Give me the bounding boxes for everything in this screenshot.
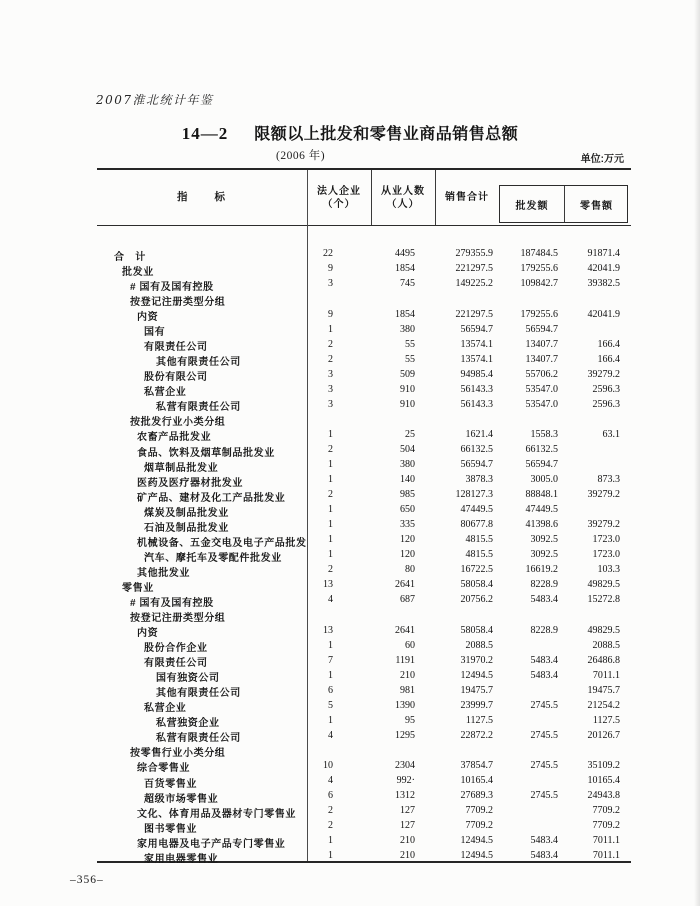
cell-legal-entities: 3 [328,398,333,410]
cell-retail: 26486.8 [587,654,620,666]
cell-employees: 509 [400,368,415,380]
cell-sales-total: 20756.2 [460,594,493,606]
row-indicator: 股份合作企业 [144,643,208,655]
cell-legal-entities: 4 [328,594,333,606]
cell-sales-total: 13574.1 [460,353,493,365]
page-title: 限额以上批发和零售业商品销售总额 [254,126,519,143]
table-row [97,654,631,669]
row-indicator: 私营独资企业 [156,718,220,730]
column-header-employees-line2: （人） [386,198,420,210]
cell-wholesale: 179255.6 [520,308,558,320]
cell-wholesale: 56594.7 [525,323,558,335]
table-row [97,338,631,353]
cell-employees: 650 [400,504,415,516]
column-header-legal-entities [307,170,371,225]
cell-employees: 1854 [395,308,415,320]
unit-label: 单位:万元 [580,154,624,165]
cell-retail: 19475.7 [587,684,620,696]
cell-legal-entities: 7 [328,654,333,666]
cell-sales-total: 58058.4 [460,579,493,591]
row-indicator: 超级市场零售业 [144,793,219,805]
cell-employees: 210 [400,835,415,847]
table-row [97,669,631,684]
cell-employees: 1312 [395,790,415,802]
cell-employees: 1390 [395,699,415,711]
table-row [97,293,631,308]
cell-employees: 127 [400,805,415,817]
cell-legal-entities: 9 [328,263,333,275]
page-edge-shadow [694,0,700,906]
row-indicator: 其他批发业 [137,567,190,579]
table-row [97,428,631,443]
table-row [97,247,631,262]
cell-sales-total: 2088.5 [465,639,493,651]
cell-retail: 35109.2 [587,759,620,771]
cell-sales-total: 22872.2 [460,729,493,741]
cell-sales-total: 56143.3 [460,398,493,410]
cell-sales-total: 94985.4 [460,368,493,380]
cell-wholesale: 66132.5 [525,444,558,455]
table-row [97,593,631,608]
cell-wholesale: 16619.2 [525,564,558,576]
cell-wholesale: 5483.4 [530,669,558,681]
table-row [97,759,631,774]
cell-wholesale: 8228.9 [530,579,558,591]
cell-retail: 1723.0 [592,549,620,561]
row-indicator: 股份有限公司 [144,372,208,384]
row-indicator: 按登记注册类型分组 [130,297,226,309]
cell-retail: 42041.9 [587,308,620,320]
cell-retail: 42041.9 [587,263,620,275]
cell-legal-entities: 1 [328,323,333,335]
row-indicator: 百货零售业 [144,778,197,790]
cell-employees: 910 [400,398,415,410]
cell-wholesale: 1558.3 [530,428,558,440]
cell-retail: 49829.5 [587,624,620,636]
cell-wholesale: 2745.5 [530,759,558,771]
column-header-wholesale: 批发额 [515,200,549,212]
table-row [97,383,631,398]
table-row [97,368,631,383]
cell-sales-total: 13574.1 [460,338,493,350]
cell-sales-total: 4815.5 [465,549,493,561]
table-row [97,473,631,488]
cell-sales-total: 56143.3 [460,383,493,395]
cell-employees: 120 [400,534,415,546]
cell-retail: 2596.3 [592,398,620,410]
cell-wholesale: 3092.5 [530,549,558,561]
cell-employees: 335 [400,519,415,531]
cell-employees: 380 [400,459,415,471]
cell-retail: 21254.2 [587,699,620,711]
cell-sales-total: 7709.2 [465,805,493,817]
cell-wholesale: 5483.4 [530,654,558,666]
cell-wholesale: 56594.7 [525,459,558,471]
column-header-retail: 零售额 [580,200,613,212]
row-indicator: 综合零售业 [137,763,190,775]
cell-legal-entities: 2 [328,564,333,576]
table-row [97,819,631,834]
cell-sales-total: 56594.7 [460,459,493,471]
cell-sales-total: 80677.8 [460,519,493,531]
cell-legal-entities: 1 [328,549,333,561]
cell-employees: 981 [400,684,415,696]
cell-retail: 166.4 [597,338,620,350]
cell-wholesale: 109842.7 [520,278,558,290]
table-row [97,789,631,804]
cell-legal-entities: 4 [328,729,333,741]
cell-employees: 1295 [395,729,415,741]
cell-wholesale: 187484.5 [520,248,558,260]
cell-employees: 380 [400,323,415,335]
row-indicator: 国有独资公司 [156,673,220,685]
table-subtitle: (2006 年) [276,150,326,162]
cell-sales-total: 37854.7 [460,759,493,771]
row-indicator: 有限责任公司 [144,342,208,354]
cell-retail: 10165.4 [587,775,620,787]
row-indicator: 按登记注册类型分组 [130,613,226,625]
row-indicator: 其他有限责任公司 [156,688,241,700]
table-row [97,413,631,428]
cell-legal-entities: 2 [328,820,333,832]
cell-sales-total: 12494.5 [460,835,493,847]
cell-employees: 55 [405,338,415,350]
table-row [97,609,631,624]
cell-legal-entities: 4 [328,775,333,787]
cell-legal-entities: 1 [328,459,333,471]
cell-retail: 7709.2 [592,805,620,817]
cell-retail: 39382.5 [587,278,620,290]
cell-employees: 687 [400,594,415,606]
cell-legal-entities: 2 [328,338,333,350]
row-indicator: 家用电器及电子产品专门零售业 [137,838,286,850]
cell-sales-total: 10165.4 [460,775,493,787]
cell-legal-entities: 9 [328,308,333,320]
table-row [97,353,631,368]
cell-retail: 63.1 [602,428,620,440]
cell-legal-entities: 1 [328,428,333,440]
cell-wholesale: 13407.7 [525,338,558,350]
table-row [97,684,631,699]
cell-legal-entities: 6 [328,790,333,802]
cell-legal-entities: 1 [328,669,333,681]
table-row [97,518,631,533]
cell-retail: 103.3 [597,564,620,576]
cell-wholesale: 2745.5 [530,699,558,711]
cell-employees: 4495 [395,248,415,260]
cell-employees: 910 [400,383,415,395]
column-header-legal-entities-line2: （个） [322,198,356,210]
row-indicator: 按批发行业小类分组 [130,417,226,429]
row-indicator: 矿产品、建材及化工产品批发业 [137,492,286,504]
cell-employees: 1854 [395,263,415,275]
cell-legal-entities: 10 [323,759,333,771]
column-header-employees [371,170,435,225]
row-indicator: # 国有及国有控股 [130,281,214,293]
row-indicator: 私营有限责任公司 [156,733,241,745]
cell-retail: 15272.8 [587,594,620,606]
table-row [97,308,631,323]
cell-wholesale: 8228.9 [530,624,558,636]
cell-sales-total: 23999.7 [460,699,493,711]
cell-sales-total: 66132.5 [460,444,493,455]
cell-sales-total: 12494.5 [460,669,493,681]
table-row [97,262,631,277]
cell-wholesale: 53547.0 [525,398,558,410]
table-row [97,533,631,548]
cell-legal-entities: 1 [328,835,333,847]
cell-wholesale: 2745.5 [530,729,558,741]
cell-employees: 95 [405,714,415,726]
cell-retail: 39279.2 [587,519,620,531]
cell-legal-entities: 1 [328,639,333,651]
cell-legal-entities: 2 [328,444,333,455]
cell-sales-total: 16722.5 [460,564,493,576]
row-indicator: 图书零售业 [144,823,197,835]
cell-legal-entities: 1 [328,534,333,546]
table-row [97,563,631,578]
cell-wholesale: 179255.6 [520,263,558,275]
cell-sales-total: 1127.5 [465,714,493,726]
table-row [97,548,631,563]
cell-legal-entities: 5 [328,699,333,711]
row-indicator: 机械设备、五金交电及电子产品批发 [137,537,307,549]
cell-wholesale: 2745.5 [530,790,558,802]
cell-sales-total: 27689.3 [460,790,493,802]
cell-retail: 20126.7 [587,729,620,741]
cell-employees: 210 [400,669,415,681]
row-indicator: 医药及医疗器材批发业 [137,477,243,489]
cell-retail: 166.4 [597,353,620,365]
row-indicator: 按零售行业小类分组 [130,748,226,760]
cell-legal-entities: 2 [328,805,333,817]
column-header-legal-entities-line1: 法人企业 [317,185,361,197]
cell-wholesale: 3005.0 [530,474,558,486]
table-row [97,804,631,819]
cell-sales-total: 56594.7 [460,323,493,335]
cell-sales-total: 221297.5 [455,308,493,320]
cell-employees: 745 [400,278,415,290]
yearbook-title: 2007淮北统计年鉴 [96,93,214,107]
cell-sales-total: 1621.4 [465,428,493,440]
cell-legal-entities: 3 [328,383,333,395]
cell-wholesale: 5483.4 [530,835,558,847]
cell-legal-entities: 22 [323,248,333,260]
table-row [97,578,631,593]
row-indicator: 私营企业 [144,703,187,715]
cell-sales-total: 47449.5 [460,504,493,516]
cell-sales-total: 19475.7 [460,684,493,696]
cell-retail: 1723.0 [592,534,620,546]
cell-legal-entities: 1 [328,504,333,516]
cell-employees: 2304 [395,759,415,771]
table-row [97,488,631,503]
table-row [97,639,631,654]
cell-retail: 2088.5 [592,639,620,651]
cell-legal-entities: 3 [328,368,333,380]
table-row [97,714,631,729]
row-indicator: 烟草制品批发业 [144,462,219,474]
cell-sales-total: 279355.9 [455,248,493,260]
row-indicator: 其他有限责任公司 [156,357,241,369]
page-number: –356– [70,874,104,886]
cell-sales-total: 3878.3 [465,474,493,486]
cell-retail: 24943.8 [587,790,620,802]
table-row [97,458,631,473]
row-indicator: 汽车、摩托车及零配件批发业 [144,552,282,564]
cell-wholesale: 53547.0 [525,383,558,395]
cell-employees: 504 [400,444,415,455]
column-header-employees-line1: 从业人数 [381,185,425,197]
cell-legal-entities: 13 [323,579,333,591]
table-body [97,226,631,865]
cell-employees: 140 [400,474,415,486]
row-indicator: 批发业 [122,266,154,278]
cell-legal-entities: 3 [328,278,333,290]
cell-wholesale: 13407.7 [525,353,558,365]
cell-employees: 55 [405,353,415,365]
cell-employees: 127 [400,820,415,832]
cell-legal-entities: 1 [328,850,333,862]
cell-wholesale: 3092.5 [530,534,558,546]
cell-retail: 7011.1 [592,669,620,681]
cell-legal-entities: 2 [328,489,333,501]
row-indicator: 有限责任公司 [144,658,208,670]
table-row [97,774,631,789]
cell-employees: 992· [396,775,415,787]
cell-wholesale: 41398.6 [525,519,558,531]
row-indicator: 合 计 [114,251,146,263]
statistics-table [97,168,631,863]
cell-retail: 1127.5 [592,714,620,726]
row-indicator: 文化、体育用品及器材专门零售业 [137,808,296,820]
cell-employees: 80 [405,564,415,576]
cell-legal-entities: 1 [328,519,333,531]
cell-retail: 39279.2 [587,489,620,501]
row-indicator: 农畜产品批发业 [137,432,212,444]
table-row [97,834,631,849]
cell-sales-total: 4815.5 [465,534,493,546]
table-row [97,323,631,338]
cell-retail: 7011.1 [592,835,620,847]
cell-sales-total: 128127.3 [455,489,493,501]
cell-sales-total: 12494.5 [460,850,493,862]
cell-legal-entities: 6 [328,684,333,696]
cell-legal-entities: 13 [323,624,333,636]
cell-sales-total: 58058.4 [460,624,493,636]
row-indicator: 家用电器零售业 [144,853,219,865]
table-row [97,398,631,413]
row-indicator: 食品、饮料及烟草制品批发业 [137,447,275,459]
row-indicator: 私营企业 [144,387,187,399]
row-indicator: 石油及制品批发业 [144,522,229,534]
cell-legal-entities: 1 [328,474,333,486]
column-header-indicator: 指 标 [177,191,227,203]
column-header-sales-total: 销售合计 [445,192,489,203]
cell-wholesale: 47449.5 [525,504,558,516]
row-indicator: 煤炭及制品批发业 [144,507,229,519]
cell-retail: 7011.1 [592,850,620,862]
cell-wholesale: 88848.1 [525,489,558,501]
row-indicator: 内资 [137,312,159,324]
cell-employees: 1191 [395,654,415,666]
table-row [97,699,631,714]
table-row [97,503,631,518]
table-row [97,624,631,639]
cell-employees: 60 [405,639,415,651]
cell-wholesale: 55706.2 [525,368,558,380]
cell-sales-total: 221297.5 [455,263,493,275]
cell-sales-total: 7709.2 [465,820,493,832]
cell-employees: 985 [400,489,415,501]
cell-employees: 25 [405,428,415,440]
table-row [97,443,631,458]
cell-legal-entities: 2 [328,353,333,365]
cell-wholesale: 5483.4 [530,594,558,606]
cell-retail: 2596.3 [592,383,620,395]
cell-retail: 7709.2 [592,820,620,832]
table-row [97,277,631,292]
sub-columns-box [499,185,628,223]
table-row [97,849,631,864]
table-number: 14—2 [181,124,229,143]
cell-employees: 2641 [395,579,415,591]
cell-wholesale: 5483.4 [530,850,558,862]
cell-employees: 2641 [395,624,415,636]
cell-employees: 120 [400,549,415,561]
row-indicator: # 国有及国有控股 [130,597,214,609]
table-row [97,729,631,744]
row-indicator: 国有 [144,327,166,339]
cell-retail: 873.3 [597,474,620,486]
cell-legal-entities: 1 [328,714,333,726]
table-title-row [0,121,700,144]
row-indicator: 私营有限责任公司 [156,402,241,414]
table-row [97,744,631,759]
cell-employees: 210 [400,850,415,862]
cell-sales-total: 31970.2 [460,654,493,666]
row-indicator: 零售业 [122,582,154,594]
cell-sales-total: 149225.2 [455,278,493,290]
row-indicator: 内资 [137,628,159,640]
cell-retail: 49829.5 [587,579,620,591]
cell-retail: 91871.4 [587,248,620,260]
cell-retail: 39279.2 [587,368,620,380]
